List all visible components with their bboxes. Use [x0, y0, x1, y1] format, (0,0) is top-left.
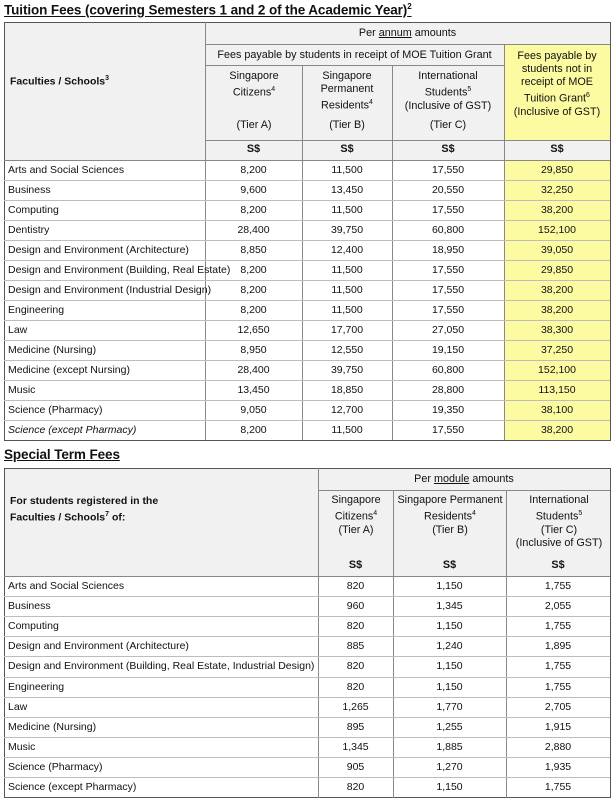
- cell-b: 17,700: [330, 324, 364, 336]
- tuition-per-annum-word: annum: [378, 27, 412, 39]
- tuition-col-a-footnote: 4: [271, 86, 276, 93]
- special-per-module-prefix: Per: [414, 473, 434, 485]
- row-label: Business: [8, 600, 51, 613]
- special-faculty-header-text: For students registered in the Faculties / Schools: [10, 495, 159, 524]
- cell-a: 8,200: [240, 304, 267, 316]
- tuition-currency-b: [302, 143, 392, 156]
- cell-a: 12,650: [237, 324, 270, 336]
- cell-b: 1,150: [436, 680, 463, 693]
- special-per-module-header: [318, 473, 610, 486]
- tuition-col-d-header: [507, 50, 607, 138]
- table-row: [4, 576, 610, 596]
- special-per-module-suffix: amounts: [469, 473, 514, 485]
- special-col-b-label: Singapore Permanent Residents: [397, 494, 503, 523]
- row-label: Computing: [8, 620, 59, 633]
- row-label: Design and Environment (Architecture): [8, 640, 189, 653]
- cell-c: 60,800: [431, 364, 465, 376]
- table-row: [4, 380, 610, 400]
- cell-c: 2,880: [544, 740, 572, 753]
- special-col-c-note: (Inclusive of GST): [515, 536, 603, 549]
- special-col-a-label: Singapore Citizens: [331, 494, 381, 523]
- cell-b: 11,500: [331, 304, 363, 316]
- table-row: [4, 260, 610, 280]
- row-label: Law: [8, 700, 28, 713]
- table-row: [4, 180, 610, 200]
- cell-c: 20,550: [431, 184, 465, 196]
- tuition-per-annum-suffix: amounts: [411, 27, 457, 39]
- cell-a: 8,200: [240, 264, 267, 276]
- cell-d: 38,200: [540, 204, 574, 216]
- cell-a: 820: [346, 781, 365, 793]
- cell-c: 28,800: [431, 384, 465, 396]
- cell-b: 1,150: [436, 660, 463, 673]
- row-label: Computing: [8, 204, 59, 216]
- cell-a: 1,265: [342, 700, 369, 713]
- cell-b: 12,700: [330, 404, 364, 416]
- cell-a: 28,400: [237, 364, 270, 376]
- tuition-faculty-header: [10, 72, 109, 89]
- cell-d: 37,250: [540, 344, 574, 356]
- special-col-a-footnote: 4: [373, 510, 378, 517]
- cell-c: 1,755: [544, 580, 572, 592]
- tuition-title: [4, 2, 412, 18]
- tuition-col-c-header: [395, 70, 501, 138]
- row-label: Medicine (Nursing): [8, 344, 97, 356]
- cell-a: 9,050: [240, 404, 267, 416]
- tuition-currency-c: [392, 143, 504, 156]
- cell-c: 17,550: [431, 284, 465, 296]
- cell-c: 19,150: [431, 344, 465, 356]
- tuition-currency-d: [504, 143, 610, 156]
- cell-b: 1,150: [436, 781, 463, 793]
- cell-a: 885: [346, 640, 365, 653]
- cell-c: 17,550: [431, 304, 465, 316]
- cell-b: 1,150: [436, 620, 463, 633]
- cell-b: 1,270: [436, 760, 463, 773]
- cell-c: 17,550: [431, 204, 465, 216]
- tuition-col-b-footnote: 4: [369, 99, 373, 106]
- special-col-b-tier: (Tier B): [432, 523, 468, 536]
- cell-b: 11,500: [331, 424, 363, 436]
- cell-b: 1,770: [436, 700, 463, 713]
- table-row: [4, 596, 610, 616]
- row-label: Music: [8, 740, 36, 753]
- cell-a: 8,200: [240, 284, 267, 296]
- special-title: [4, 447, 120, 462]
- cell-c: 2,705: [544, 700, 572, 713]
- cell-b: 13,450: [330, 184, 364, 196]
- tuition-col-d-note: (Inclusive of GST): [513, 105, 601, 118]
- special-faculty-header-footnote: 7: [105, 511, 110, 518]
- special-col-a-tier: (Tier A): [338, 523, 374, 536]
- cell-d: 38,200: [540, 424, 574, 436]
- cell-b: 1,150: [436, 580, 463, 592]
- cell-a: 1,345: [342, 740, 369, 753]
- row-label: Dentistry: [8, 224, 50, 236]
- cell-a: 820: [346, 580, 365, 592]
- cell-c: 1,755: [544, 781, 572, 793]
- table-row: [4, 656, 610, 676]
- cell-d: 32,250: [540, 184, 574, 196]
- cell-a: 960: [346, 600, 365, 613]
- tuition-header-rule-1: [205, 44, 610, 45]
- cell-a: 8,200: [240, 424, 267, 436]
- row-label: Law: [8, 324, 28, 336]
- cell-a: 8,950: [240, 344, 267, 356]
- tuition-currency-a-text: S$: [246, 143, 261, 155]
- cell-b: 11,500: [331, 284, 363, 296]
- tuition-col-a-tier: (Tier A): [236, 119, 272, 131]
- special-currency-a-text: S$: [348, 559, 363, 571]
- cell-c: 2,055: [544, 600, 572, 613]
- cell-d: 39,050: [540, 244, 574, 256]
- table-row: [4, 737, 610, 757]
- cell-c: 1,755: [544, 660, 572, 673]
- tuition-col-c-footnote: 5: [467, 86, 472, 93]
- tuition-grant-header: [205, 49, 504, 62]
- table-row: [4, 697, 610, 717]
- table-row: [4, 220, 610, 240]
- row-label: Design and Environment (Building, Real Estate): [8, 264, 231, 276]
- cell-b: 1,345: [436, 600, 463, 613]
- special-col-c-label: International Students: [529, 494, 589, 523]
- tuition-header-rule-3: [205, 140, 610, 141]
- special-col-b-footnote: 4: [472, 510, 476, 517]
- tuition-col-c-label: International Students: [418, 70, 478, 99]
- row-label: Science (Pharmacy): [8, 404, 103, 416]
- cell-d: 29,850: [540, 264, 574, 276]
- cell-b: 12,400: [330, 244, 364, 256]
- cell-a: 13,450: [237, 384, 270, 396]
- special-col-c-header: [509, 494, 609, 550]
- table-row: [4, 677, 610, 697]
- cell-c: 17,550: [431, 164, 465, 176]
- cell-b: 11,500: [331, 204, 363, 216]
- special-col-c-footnote: 5: [578, 510, 583, 517]
- cell-c: 17,550: [431, 264, 465, 276]
- row-label: Arts and Social Sciences: [8, 580, 125, 592]
- tuition-header-rule-2: [205, 65, 504, 66]
- cell-d: 38,200: [540, 304, 574, 316]
- special-currency-b: [393, 559, 506, 572]
- table-row: [4, 400, 610, 420]
- table-row: [4, 280, 610, 300]
- cell-a: 820: [346, 620, 365, 633]
- tuition-currency-a: [205, 143, 302, 156]
- cell-c: 27,050: [431, 324, 465, 336]
- tuition-col-c-note: (Inclusive of GST): [404, 99, 492, 112]
- cell-b: 1,240: [436, 640, 463, 653]
- cell-c: 1,895: [544, 640, 572, 653]
- tuition-col-c-tier: (Tier C): [429, 119, 467, 131]
- cell-b: 39,750: [330, 364, 364, 376]
- row-label: Engineering: [8, 680, 65, 693]
- table-row: [4, 300, 610, 320]
- cell-c: 1,755: [544, 680, 572, 693]
- cell-c: 18,950: [431, 244, 465, 256]
- tuition-col-b-tier: (Tier B): [329, 119, 365, 131]
- cell-b: 18,850: [330, 384, 364, 396]
- special-currency-b-text: S$: [442, 559, 457, 571]
- tuition-col-d-label: Fees payable by students not in receipt of MOE Tuition Grant: [517, 50, 597, 105]
- cell-c: 1,915: [544, 720, 572, 733]
- row-label: Medicine (except Nursing): [8, 364, 130, 376]
- tuition-title-footnote: 2: [407, 2, 412, 11]
- tuition-faculty-header-text: Faculties / Schools: [10, 75, 106, 88]
- cell-a: 905: [346, 760, 365, 773]
- special-currency-c-text: S$: [551, 559, 565, 571]
- cell-b: 12,550: [330, 344, 364, 356]
- row-label: Medicine (Nursing): [8, 720, 97, 733]
- cell-d: 38,300: [540, 324, 574, 336]
- table-row: [4, 420, 610, 440]
- special-currency-a: [318, 559, 393, 572]
- cell-a: 9,600: [240, 184, 267, 196]
- table-row: [4, 360, 610, 380]
- cell-d: 29,850: [540, 164, 574, 176]
- cell-c: 60,800: [431, 224, 465, 236]
- tuition-currency-c-text: S$: [441, 143, 455, 155]
- tuition-per-annum-header: [205, 27, 610, 40]
- tuition-currency-d-text: S$: [550, 143, 564, 155]
- cell-d: 38,100: [540, 404, 574, 416]
- tuition-col-b-label: Singapore Permanent Residents: [320, 70, 374, 112]
- table-row: [4, 757, 610, 777]
- cell-b: 39,750: [330, 224, 364, 236]
- row-label: Science (except Pharmacy): [8, 424, 137, 436]
- special-col-b-header: [396, 494, 504, 537]
- row-label: Business: [8, 184, 51, 196]
- cell-a: 28,400: [237, 224, 270, 236]
- row-label: Music: [8, 384, 36, 396]
- special-currency-c: [506, 559, 610, 572]
- row-label: Design and Environment (Building, Real Estate, Industrial Design): [8, 660, 315, 673]
- table-row: [4, 340, 610, 360]
- tuition-per-annum-prefix: Per: [358, 27, 379, 39]
- row-label: Science (except Pharmacy): [8, 781, 137, 793]
- table-row: [4, 777, 610, 797]
- table-row: [4, 320, 610, 340]
- row-label: Engineering: [8, 304, 65, 316]
- tuition-faculty-header-footnote: 3: [105, 75, 110, 82]
- tuition-col-b-header: [308, 70, 386, 138]
- row-label: Science (Pharmacy): [8, 760, 103, 773]
- cell-c: 19,350: [431, 404, 465, 416]
- tuition-grant-header-text: Fees payable by students in receipt of MOE Tuition Grant: [217, 49, 492, 61]
- cell-d: 113,150: [538, 384, 576, 396]
- tuition-col-a-header: [212, 70, 296, 138]
- special-faculty-header-suffix: of:: [109, 511, 126, 524]
- row-label: Design and Environment (Industrial Design): [8, 284, 212, 296]
- cell-d: 152,100: [538, 224, 576, 236]
- cell-d: 38,200: [540, 284, 574, 296]
- table-row: [4, 717, 610, 737]
- cell-d: 152,100: [538, 364, 576, 376]
- cell-a: 8,200: [240, 204, 267, 216]
- row-label: Design and Environment (Architecture): [8, 244, 189, 256]
- special-col-a-header: [322, 494, 390, 537]
- cell-a: 8,200: [240, 164, 267, 176]
- cell-c: 1,935: [544, 760, 572, 773]
- row-label: Arts and Social Sciences: [8, 164, 125, 176]
- cell-b: 11,500: [331, 264, 363, 276]
- tuition-currency-b-text: S$: [340, 143, 354, 155]
- special-col-c-tier: (Tier C): [540, 523, 578, 536]
- tuition-col-d-footnote: 6: [586, 92, 590, 99]
- tuition-title-text: Tuition Fees (covering Semesters 1 and 2 of the Academic Year): [4, 2, 408, 18]
- cell-a: 820: [346, 680, 365, 693]
- cell-b: 11,500: [331, 164, 363, 176]
- table-row: [4, 636, 610, 656]
- table-row: [4, 616, 610, 636]
- cell-c: 1,755: [544, 620, 572, 633]
- tuition-col-a-label: Singapore Citizens: [229, 70, 279, 99]
- table-row: [4, 240, 610, 260]
- table-row: [4, 160, 610, 180]
- cell-a: 820: [346, 660, 365, 673]
- cell-a: 8,850: [240, 244, 267, 256]
- special-title-text: Special Term Fees: [4, 447, 120, 462]
- cell-b: 1,255: [436, 720, 463, 733]
- cell-a: 895: [346, 720, 365, 733]
- special-per-module-word: module: [433, 473, 470, 485]
- cell-c: 17,550: [431, 424, 465, 436]
- cell-b: 1,885: [436, 740, 463, 753]
- special-faculty-header: [10, 495, 180, 525]
- table-row: [4, 200, 610, 220]
- special-header-rule-1: [318, 490, 610, 491]
